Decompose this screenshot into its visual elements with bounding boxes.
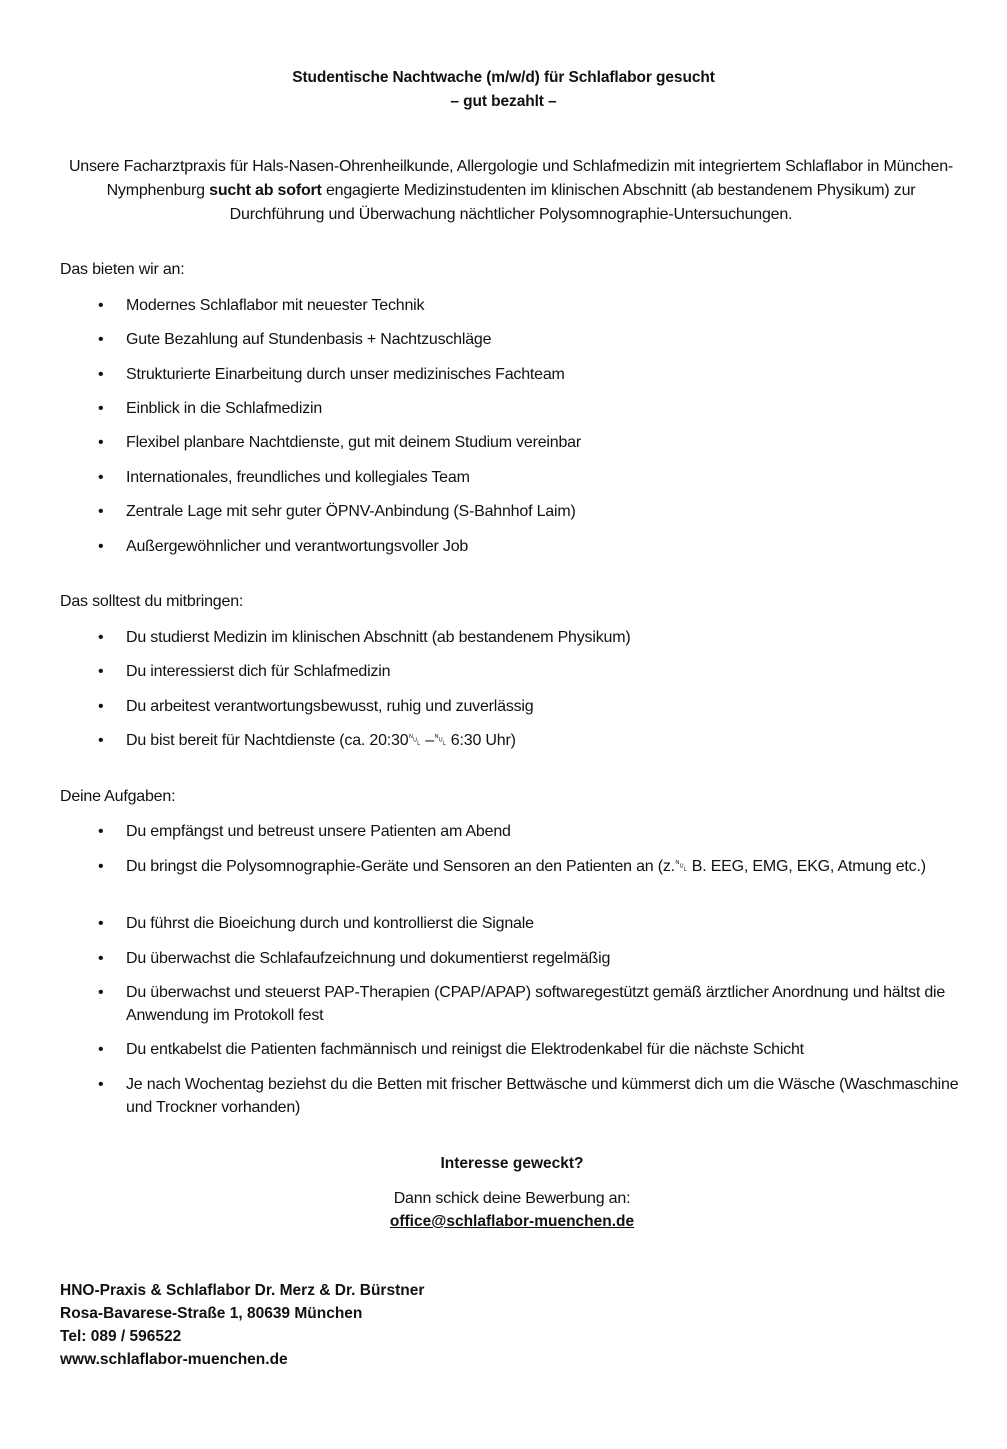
intro-paragraph [60,155,962,227]
list-item-text: Du empfängst und betreust unsere Patienten am Abend [126,823,511,840]
list-item-text: Du bist bereit für Nachtdienste (ca. 20:30␀ –␀ 6:30 Uhr) [126,732,516,749]
bullet-icon: • [98,950,104,967]
cta-text: Dann schick deine Bewerbung an: [393,1190,631,1207]
bullet-icon: • [98,331,104,348]
list-item-text: Strukturierte Einarbeitung durch unser medizinisches Fachteam [126,366,565,383]
bullet-icon: • [98,297,104,314]
list-item-text: Außergewöhnlicher und verantwortungsvoller Job [126,538,469,555]
bullet-icon: • [98,400,104,417]
list-item-text: Du überwachst und steuerst PAP-Therapien (CPAP/APAP) softwaregestützt gemäß ärztlicher Anordnung und hältst die Anwendung im Protokoll fest [126,984,946,1024]
list-item-text: Du interessierst dich für Schlafmedizin [126,663,391,680]
bullet-icon: • [98,629,104,646]
bullet-icon: • [98,1076,104,1093]
bullet-icon: • [98,984,104,1001]
bullet-icon: • [98,503,104,520]
contact-footer [60,1279,424,1371]
practice-address: Rosa-Bavarese-Straße 1, 80639 München [60,1305,363,1322]
title-line-2: – gut bezahlt – [450,93,557,110]
bullet-icon: • [98,858,104,875]
list-item-text: Internationales, freundliches und kollegiales Team [126,469,470,486]
list-item-text: Du arbeitest verantwortungsbewusst, ruhig und zuverlässig [126,698,534,715]
intro-bold-text: sucht ab sofort [209,182,322,199]
list-item-text: Flexibel planbare Nachtdienste, gut mit deinem Studium vereinbar [126,434,582,451]
email-link[interactable]: office@schlaflabor-muenchen.de [389,1213,635,1230]
list-item-text: Je nach Wochentag beziehst du die Betten mit frischer Bettwäsche und kümmerst dich um die Wäsche (Waschmaschine und Trockner vorhanden) [126,1076,959,1116]
intro-text-2: engagierte Medizinstudenten im klinischen Abschnitt (ab bestandenem Physikum) zur Durchführung und Überwachung nächtlicher Polysomnographie-Untersuchungen. [229,182,916,223]
bullet-icon: • [98,538,104,555]
bullet-icon: • [98,366,104,383]
bullet-icon: • [98,1041,104,1058]
bullet-icon: • [98,732,104,749]
practice-website: www.schlaflabor-muenchen.de [60,1351,288,1368]
tasks-heading: Deine Aufgaben: [60,788,176,805]
cta-email-container [0,1210,1007,1233]
list-item-text: Du überwachst die Schlafaufzeichnung und dokumentierst regelmäßig [126,950,611,967]
list-item-text: Du entkabelst die Patienten fachmännisch und reinigst die Elektrodenkabel für die nächste Schicht [126,1041,804,1058]
practice-phone: Tel: 089 / 596522 [60,1328,182,1345]
page-title [0,66,1007,114]
list-item-text: Einblick in die Schlafmedizin [126,400,323,417]
requirements-heading: Das solltest du mitbringen: [60,593,244,610]
list-item-text: Du bringst die Polysomnographie-Geräte und Sensoren an den Patienten an (z.␀ B. EEG, EMG, EKG, Atmung etc.) [126,858,926,875]
bullet-icon: • [98,469,104,486]
offer-heading: Das bieten wir an: [60,261,185,278]
cta-heading: Interesse geweckt? [440,1155,584,1172]
list-item-text: Gute Bezahlung auf Stundenbasis + Nachtzuschläge [126,331,492,348]
bullet-icon: • [98,434,104,451]
title-line-1: Studentische Nachtwache (m/w/d) für Schlaflabor gesucht [292,69,715,86]
bullet-icon: • [98,698,104,715]
practice-name: HNO-Praxis & Schlaflabor Dr. Merz & Dr. Bürstner [60,1282,425,1299]
bullet-icon: • [98,915,104,932]
list-item-text: Zentrale Lage mit sehr guter ÖPNV-Anbindung (S-Bahnhof Laim) [126,503,576,520]
list-item-text: Du studierst Medizin im klinischen Abschnitt (ab bestandenem Physikum) [126,629,631,646]
list-item-text: Modernes Schlaflabor mit neuester Technik [126,297,425,314]
list-item-text: Du führst die Bioeichung durch und kontrollierst die Signale [126,915,534,932]
intro-text-1: Unsere Facharztpraxis für Hals-Nasen-Ohrenheilkunde, Allergologie und Schlafmedizin mit integriertem Schlaflabor in München-Nymphenburg [68,158,954,199]
bullet-icon: • [98,663,104,680]
bullet-icon: • [98,823,104,840]
